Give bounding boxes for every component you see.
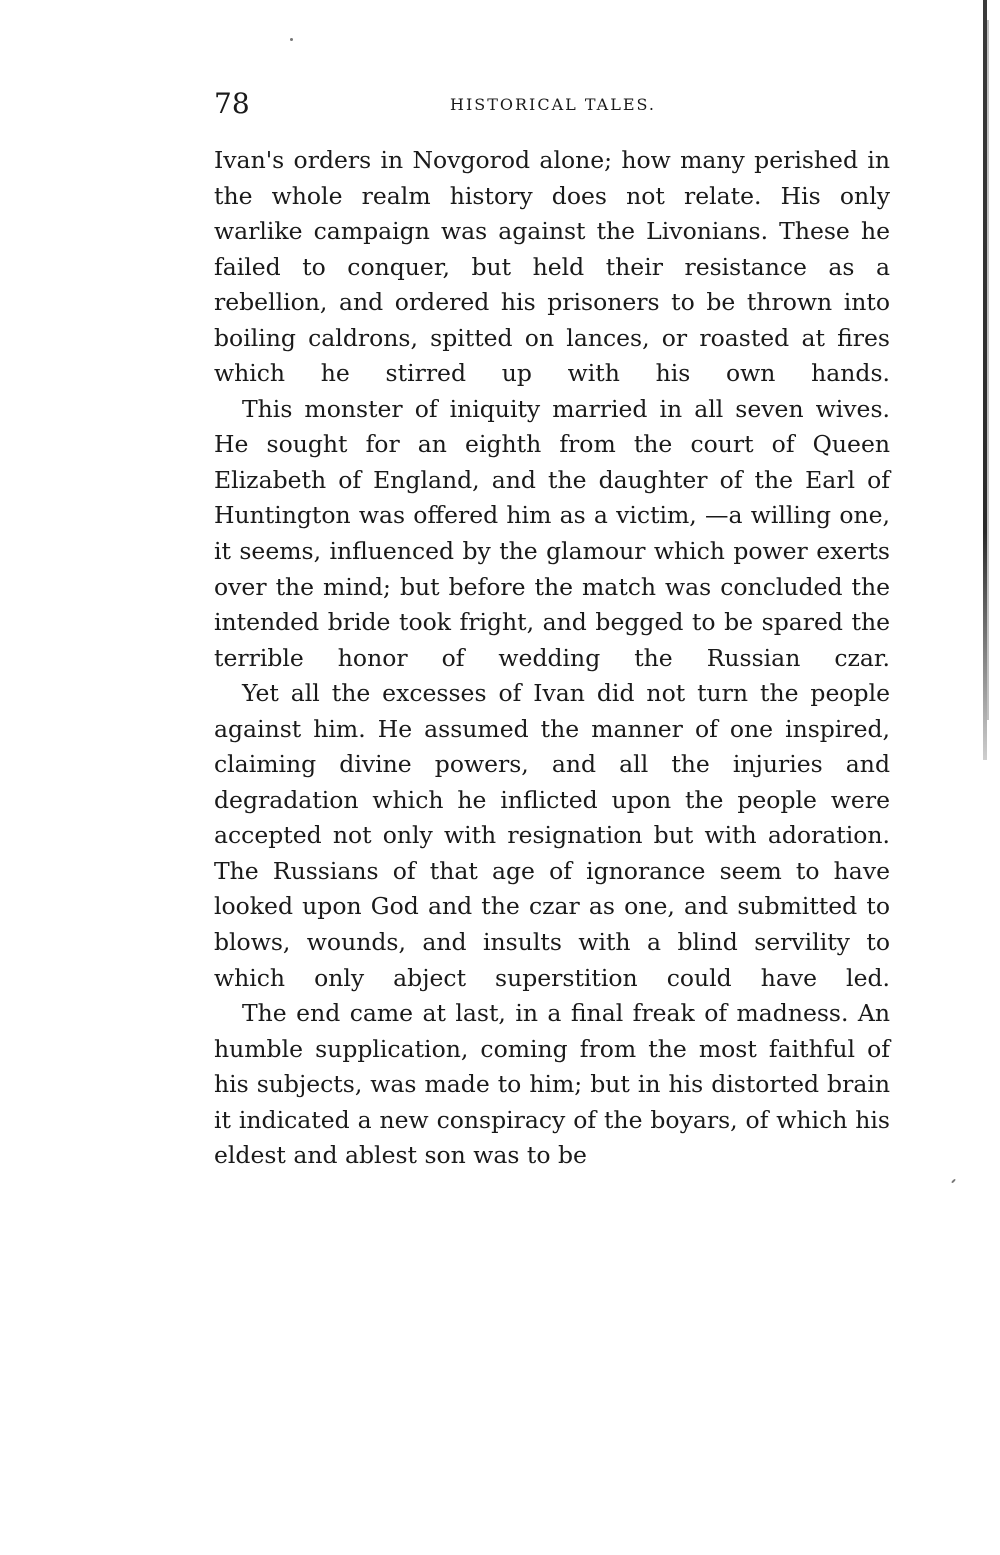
page-edge-shadow-faint	[987, 20, 989, 720]
running-head: HISTORICAL TALES.	[449, 95, 657, 114]
paragraph: The end came at last, in a final freak of madness. An humble supplication, coming from the most faithful of his subjects, was made to him; but in his distorted brain it indicated a new conspiracy of the boyars, of which his eldest and ablest son was to be	[214, 999, 890, 1170]
body-text	[214, 143, 890, 1174]
paper-speck	[951, 1179, 956, 1184]
paper-speck	[290, 38, 293, 41]
page-number: 78	[214, 87, 250, 120]
paragraph: Yet all the excesses of Ivan did not turn the people against him. He assumed the manner of one inspired, claiming divine powers, and all the injuries and degradation which he inflicted upon the people were accepted not only with resignation but with adoration. The Russians of that age of ignorance seem to have looked upon God and the czar as one, and submitted to blows, wounds, and insults with a blind servility to which only abject superstition could have led.	[214, 679, 890, 992]
paragraph: Ivan's orders in Novgorod alone; how many perished in the whole realm history does not relate. His only warlike campaign was against the Livonians. These he failed to conquer, but held their resistance as a rebellion, and ordered his prisoners to be thrown into boiling caldrons, spitted on lances, or roasted at fires which he stirred up with his own hands.	[214, 146, 890, 388]
page-header	[214, 86, 892, 126]
paragraph: This monster of iniquity married in all seven wives. He sought for an eighth from the court of Queen Elizabeth of England, and the daughter of the Earl of Huntington was offered him as a victim, —a willing one, it seems, influenced by the glamour which power exerts over the mind; but before the match was concluded the intended bride took fright, and begged to be spared the terrible honor of wedding the Russian czar.	[214, 394, 890, 672]
